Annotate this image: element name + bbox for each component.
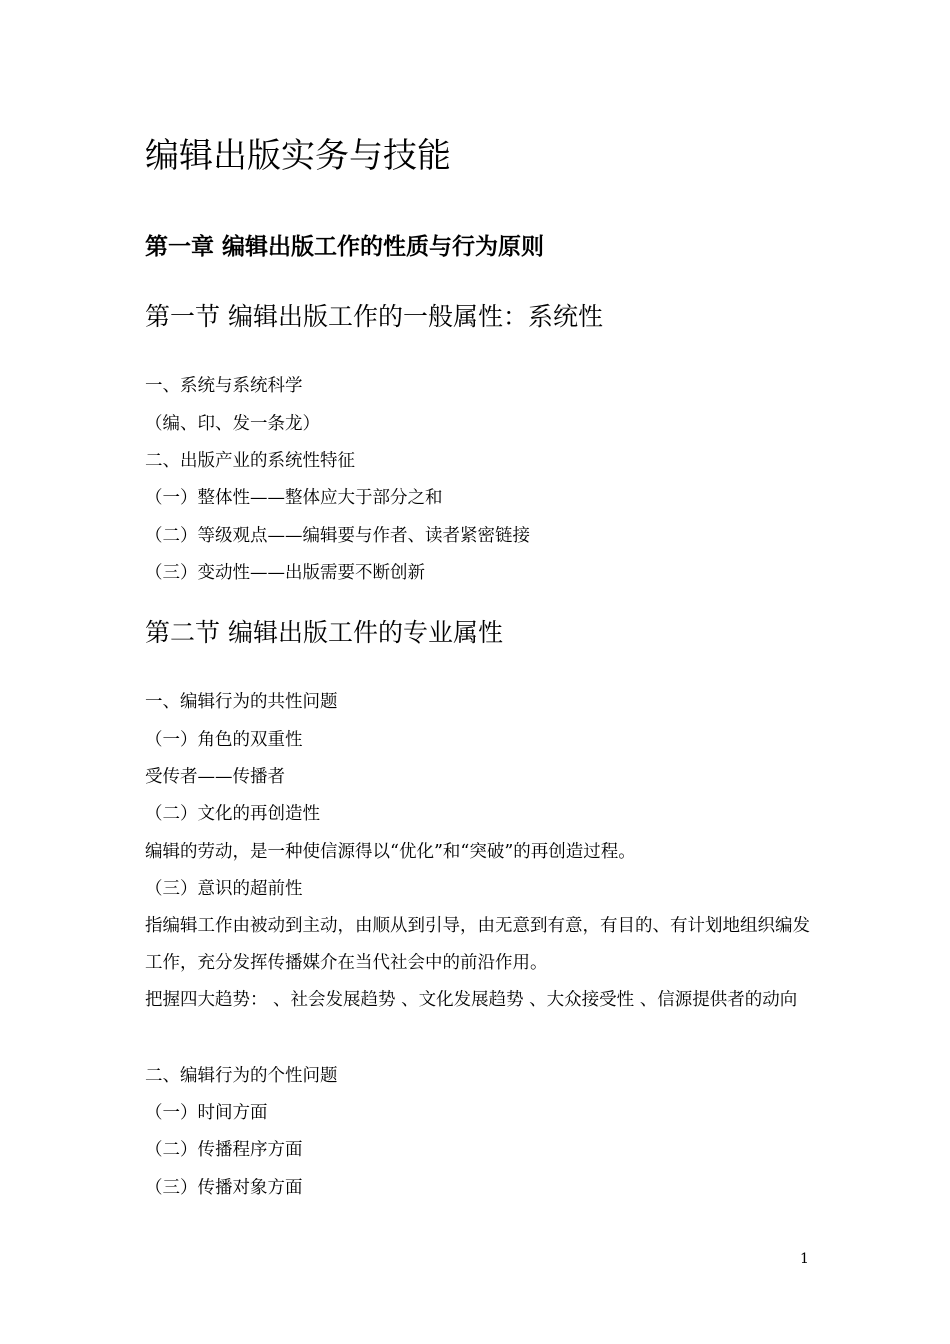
text-line: （二）等级观点——编辑要与作者、读者紧密链接 [145, 526, 530, 546]
text-line: 一、编辑行为的共性问题 [145, 692, 338, 712]
document-title: 编辑出版实务与技能 [145, 136, 451, 176]
text-line: 一、系统与系统科学 [145, 376, 303, 396]
text-line: 受传者——传播者 [145, 767, 285, 787]
text-line: （三）传播对象方面 [145, 1178, 303, 1198]
section-heading-1: 第一节 编辑出版工作的一般属性：系统性 [145, 302, 603, 331]
paragraph: 把握四大趋势： 、社会发展趋势 、文化发展趋势 、大众接受性 、信源提供者的动向 [145, 990, 798, 1010]
page-number: 1 [800, 1251, 809, 1267]
text-line: （一）时间方面 [145, 1103, 268, 1123]
text-line: （一）整体性——整体应大于部分之和 [145, 488, 443, 508]
text-line: 编辑的劳动，是一种使信源得以“优化”和“突破”的再创造过程。 [145, 842, 636, 862]
paragraph: 指编辑工作由被动到主动，由顺从到引导，由无意到有意，有目的、有计划地组织编发工作，充分发挥传播媒介在当代社会中的前沿作用。 [145, 916, 810, 973]
chapter-heading: 第一章 编辑出版工作的性质与行为原则 [145, 234, 545, 260]
text-line: （三）变动性——出版需要不断创新 [145, 563, 425, 583]
section-heading-2: 第二节 编辑出版工件的专业属性 [145, 618, 503, 647]
text-line: （编、印、发一条龙） [145, 414, 320, 434]
text-line: 二、编辑行为的个性问题 [145, 1066, 338, 1086]
text-line: 二、出版产业的系统性特征 [145, 451, 355, 471]
text-line: （一）角色的双重性 [145, 730, 303, 750]
text-line: （二）文化的再创造性 [145, 804, 320, 824]
text-line: （二）传播程序方面 [145, 1140, 303, 1160]
text-line: （三）意识的超前性 [145, 879, 303, 899]
